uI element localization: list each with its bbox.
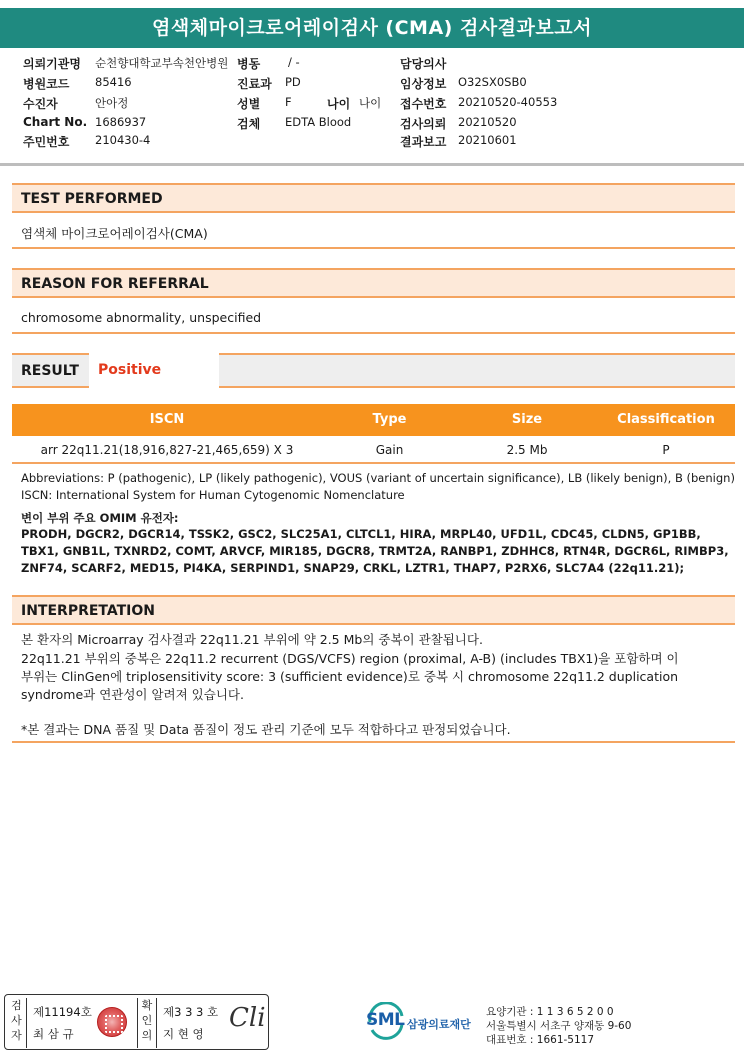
receipt-no-label: 접수번호	[400, 97, 447, 111]
hospital-code-label: 병원코드	[23, 77, 70, 91]
request-date-label: 검사의뢰	[400, 117, 447, 131]
patient-label: 수진자	[23, 97, 58, 111]
clinical-info-value: O32SX0SB0	[458, 75, 527, 89]
interpretation-heading: INTERPRETATION	[21, 603, 156, 619]
test-performed-text: 염색체 마이크로어레이검사(CMA)	[21, 226, 208, 241]
omim-genes-title: 변이 부위 주요 OMIM 유전자:	[21, 511, 179, 525]
confirmer-name: 지 현 영	[163, 1027, 204, 1041]
age-label: 나이	[327, 97, 351, 111]
report-footer	[0, 994, 744, 1052]
requesting-org-value: 순천향대학교부속천안병원	[95, 56, 229, 70]
table-row	[12, 436, 735, 464]
abbreviations-note: Abbreviations: P (pathogenic), LP (likely pathogenic), VOUS (variant of uncertain significance), LB (likely benign), B (benign)	[21, 471, 735, 485]
result-value: Positive	[89, 353, 219, 388]
institution-code: 요양기관 : 1 1 3 6 5 2 0 0	[486, 1006, 614, 1018]
info-row-5	[0, 133, 744, 152]
hospital-code-value: 85416	[95, 75, 132, 89]
column-header-classification: Classification	[617, 412, 715, 427]
section-divider	[12, 741, 735, 743]
column-header-type: Type	[372, 412, 407, 427]
request-date-value: 20210520	[458, 115, 517, 129]
cell-size: 2.5 Mb	[506, 443, 548, 457]
interpretation-header	[12, 595, 735, 625]
referral-text: chromosome abnormality, unspecified	[21, 310, 262, 325]
lab-phone: 대표번호 : 1661-5117	[486, 1034, 595, 1046]
doctor-label: 담당의사	[400, 57, 447, 71]
examiner-license: 제11194호	[33, 1005, 92, 1019]
info-row-4	[0, 115, 744, 134]
confirmer-license: 제3 3 3 호	[163, 1005, 219, 1019]
examiner-label: 검사자	[7, 998, 27, 1048]
official-seal-icon	[97, 1007, 127, 1037]
chart-no-value: 1686937	[95, 115, 147, 129]
report-date-value: 20210601	[458, 133, 517, 147]
sex-label: 성별	[237, 97, 261, 111]
iscn-note: ISCN: International System for Human Cytogenomic Nomenclature	[21, 488, 405, 502]
quality-note: *본 결과는 DNA 품질 및 Data 품질이 정도 관리 기준에 모두 적합하다고 판정되었습니다.	[21, 722, 511, 737]
cell-iscn: arr 22q11.21(18,916,827-21,465,659) X 3	[40, 443, 294, 457]
receipt-no-value: 20210520-40553	[458, 95, 558, 109]
column-header-iscn: ISCN	[149, 412, 185, 427]
confirmer-label: 확인의	[137, 998, 157, 1048]
ward-value: / -	[288, 55, 300, 69]
lab-name: 삼광의료재단	[407, 1018, 471, 1031]
referral-heading: REASON FOR REFERRAL	[21, 276, 209, 292]
report-date-label: 결과보고	[400, 135, 447, 149]
info-row-2	[0, 75, 744, 94]
result-label: RESULT	[21, 363, 79, 379]
section-divider	[12, 247, 735, 249]
test-performed-header	[12, 183, 735, 213]
cell-classification: P	[662, 443, 670, 457]
interpretation-line-4: syndrome과 연관성이 알려져 있습니다.	[21, 687, 244, 702]
dept-label: 진료과	[237, 77, 272, 91]
clinical-info-label: 임상정보	[400, 77, 447, 91]
sex-value: F	[285, 95, 292, 109]
interpretation-line-3: 부위는 ClinGen에 triplosensitivity score: 3 (sufficient evidence)로 중복 시 chromosome 22q11.2 duplication	[21, 669, 679, 684]
interpretation-line-2: 22q11.21 부위의 중복은 22q11.2 recurrent (DGS/VCFS) region (proximal, A-B) (includes TBX1)을 포함하며 이	[21, 651, 679, 666]
column-header-size: Size	[511, 412, 543, 427]
omim-genes-list: PRODH, DGCR2, DGCR14, TSSK2, GSC2, SLC25A1, CLTCL1, HIRA, MRPL40, UFD1L, CDC45, CLDN5, GP1BB, TBX1, GNB1L, TXNRD2, COMT, ARVCF, MIR185, DGCR8, TRMT2A, RANBP1, ZDHHC8, RTN4R, DGCR6L, RIMBP3, ZNF74, SCARF2, MED15, PI4KA, SERPIND1, SNAP29, CRKL, LZTR1, THAP7, P2RX6, SLC7A4 (22q11.21);	[21, 527, 729, 575]
chart-no-label: Chart No.	[23, 115, 88, 129]
specimen-value: EDTA Blood	[285, 115, 352, 129]
result-header	[12, 353, 735, 388]
report-title: 염색체마이크로어레이검사 (CMA) 검사결과보고서	[0, 8, 744, 48]
examiner-name: 최 삼 규	[33, 1027, 74, 1041]
signature-stamp-box	[4, 994, 269, 1050]
rrn-value: 210430-4	[95, 133, 151, 147]
test-performed-heading: TEST PERFORMED	[21, 191, 163, 207]
result-table-header	[12, 404, 735, 436]
dept-value: PD	[285, 75, 301, 89]
info-row-3	[0, 95, 744, 114]
requesting-org-label: 의뢰기관명	[23, 57, 81, 71]
age-value: 나이	[359, 96, 382, 110]
interpretation-line-1: 본 환자의 Microarray 검사결과 22q11.21 부위에 약 2.5 Mb의 중복이 관찰됩니다.	[21, 632, 483, 647]
patient-info-block	[0, 55, 744, 155]
lab-logo-text: SML	[366, 1010, 405, 1030]
header-divider	[0, 163, 744, 166]
patient-value: 안아정	[95, 96, 129, 110]
cell-type: Gain	[375, 443, 404, 457]
referral-header	[12, 268, 735, 298]
handwritten-signature: Cli	[229, 1003, 266, 1033]
ward-label: 병동	[237, 57, 261, 71]
rrn-label: 주민번호	[23, 135, 70, 149]
info-row-1	[0, 55, 744, 74]
specimen-label: 검체	[237, 117, 261, 131]
section-divider	[12, 332, 735, 334]
lab-address: 서울특별시 서초구 양재동 9-60	[486, 1020, 632, 1032]
